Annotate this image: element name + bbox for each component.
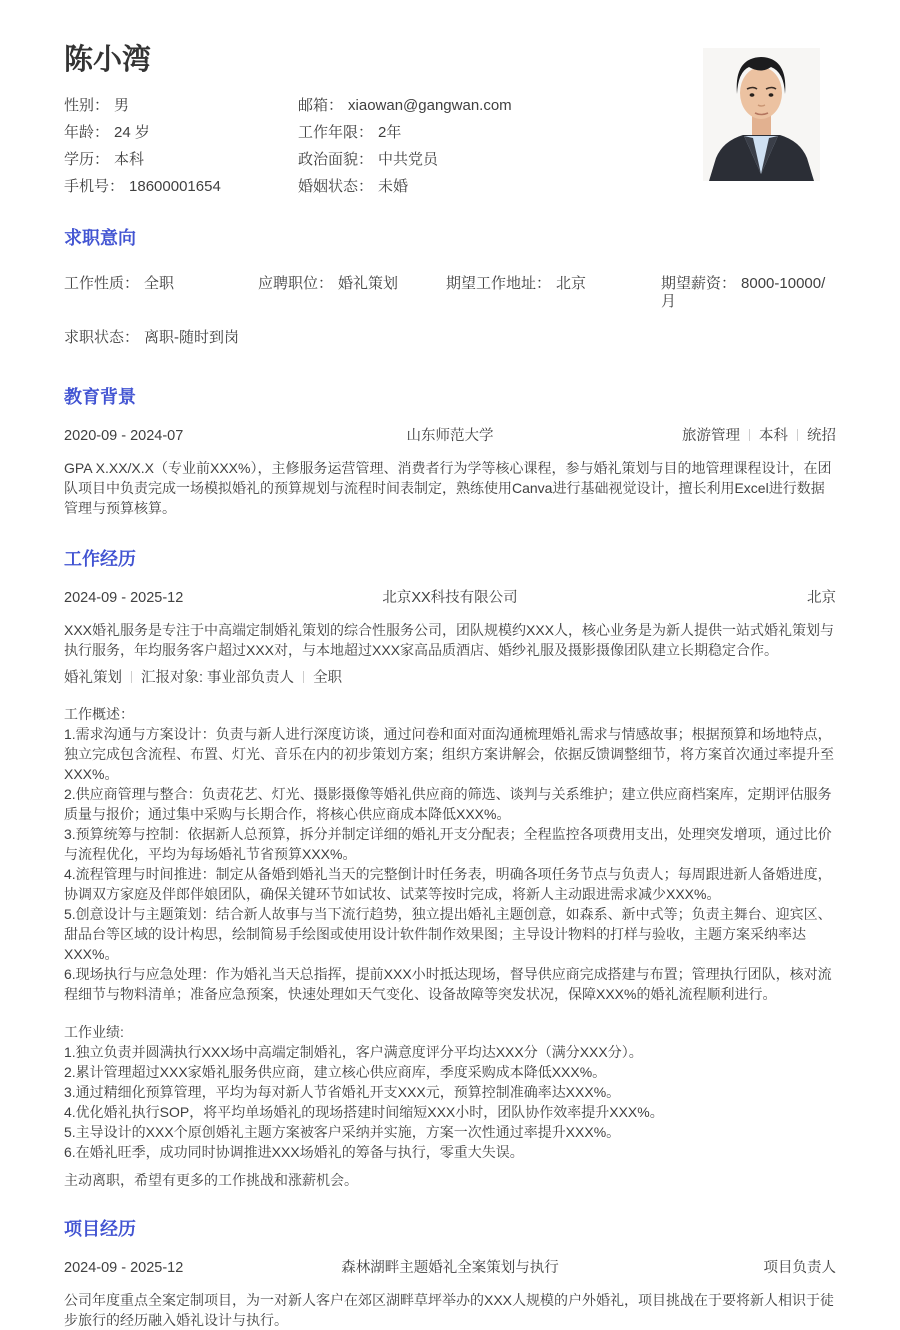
project-role: 项目负责人 — [763, 1260, 836, 1276]
work-achievements — [64, 1022, 836, 1162]
duty-item: 2.供应商管理与整合：负责花艺、灯光、摄影摄像等婚礼供应商的筛选、谈判与关系维护；建立供应商档案库，定期评估服务质量与报价；通过集中采购与长期合作，将核心供应商成本降低XXX%。 — [64, 786, 832, 822]
work-overview — [64, 704, 836, 1004]
section-title-project: 项目经历 — [64, 1219, 136, 1239]
education-period: 2020-09 - 2024-07 — [64, 428, 184, 444]
section-title-education: 教育背景 — [64, 387, 136, 407]
leave-reason: 主动离职，希望有更多的工作挑战和涨薪机会。 — [64, 1172, 358, 1188]
education-qualifiers — [626, 427, 836, 445]
info-education-level: 学历： 本科 — [64, 151, 145, 168]
achievement-item: 1.独立负责并圆满执行XXX场中高端定制婚礼，客户满意度评分平均达XXX分（满分XXX分）。 — [64, 1044, 643, 1060]
profile-photo-illustration — [703, 48, 820, 181]
info-experience-years: 工作年限： 2年 — [298, 124, 402, 141]
divider — [131, 671, 132, 683]
job-intent-row-2 — [64, 329, 836, 347]
profile-photo — [703, 48, 820, 181]
section-title-job-intent: 求职意向 — [64, 228, 136, 248]
info-marital-status: 婚姻状态： 未婚 — [298, 178, 409, 195]
divider — [749, 429, 750, 441]
education-meta-row — [64, 427, 836, 445]
achievement-item: 2.累计管理超过XXX家婚礼服务供应商，建立核心供应商库，季度采购成本降低XXX%。 — [64, 1064, 607, 1080]
achievement-item: 5.主导设计的XXX个原创婚礼主题方案被客户采纳并实施，方案一次性通过率提升XXX%。 — [64, 1124, 621, 1140]
intent-status: 求职状态： 离职-随时到岗 — [64, 329, 240, 346]
work-location: 北京 — [807, 590, 836, 606]
info-age: 年龄： 24 岁 — [64, 124, 150, 141]
info-gender: 性别： 男 — [64, 97, 130, 114]
divider — [797, 429, 798, 441]
project-description: 公司年度重点全案定制项目，为一对新人客户在郊区湖畔草坪举办的XXX人规模的户外婚礼，项目挑战在于要将新人相识于徒步旅行的经历融入婚礼设计与执行。 — [64, 1292, 835, 1328]
work-company: 北京XX科技有限公司 — [382, 590, 518, 606]
education-degree: 本科 — [759, 428, 788, 444]
work-meta-row — [64, 589, 836, 607]
project-meta-row — [64, 1259, 836, 1277]
achievement-item: 3.通过精细化预算管理，平均为每对新人节省婚礼开支XXX元，预算控制准确率达XXX%。 — [64, 1084, 621, 1100]
project-period: 2024-09 - 2025-12 — [64, 1260, 184, 1276]
work-period: 2024-09 - 2025-12 — [64, 590, 184, 606]
info-phone: 手机号： 18600001654 — [64, 178, 221, 195]
duty-item: 6.现场执行与应急处理：作为婚礼当天总指挥，提前XXX小时抵达现场，督导供应商完成搭建与布置；管理执行团队，核对流程细节与物料清单；准备应急预案，快速处理如天气变化、设备故障等突发状况，保障XXX%的婚礼流程顺利进行。 — [64, 966, 832, 1002]
achievement-label: 工作业绩: — [64, 1024, 124, 1040]
duty-item: 4.流程管理与时间推进：制定从备婚到婚礼当天的完整倒计时任务表，明确各项任务节点与负责人；每周跟进新人备婚进度，协调双方家庭及伴郎伴娘团队，确保关键环节如试妆、试菜等按时完成，将新人主动跟进需求减少XXX%。 — [64, 866, 832, 902]
personal-info-grid — [64, 97, 624, 195]
achievement-item: 6.在婚礼旺季，成功同时协调推进XXX场婚礼的筹备与执行，零重大失误。 — [64, 1144, 524, 1160]
duty-item: 3.预算统筹与控制：依据新人总预算，拆分并制定详细的婚礼开支分配表；全程监控各项费用支出，处理突发增项，通过比价与流程优化，平均为每场婚礼节省预算XXX%。 — [64, 826, 832, 862]
education-major: 旅游管理 — [682, 428, 740, 444]
education-description: GPA X.XX/X.X（专业前XXX%），主修服务运营管理、消费者行为学等核心课程，参与婚礼策划与目的地管理课程设计，在团队项目中负责完成一场模拟婚礼的预算规划与流程时间表制定，熟练使用Canva进行基础视觉设计，擅长利用Excel进行数据管理与预算核算。 — [64, 460, 832, 516]
report-to: 汇报对象: 事业部负责人 — [141, 670, 295, 686]
position-title: 婚礼策划 — [64, 670, 122, 686]
intent-work-type: 工作性质： 全职 — [64, 275, 175, 292]
intent-position: 应聘职位： 婚礼策划 — [258, 275, 399, 292]
project-name: 森林湖畔主题婚礼全案策划与执行 — [341, 1260, 559, 1276]
job-intent-row-1 — [64, 275, 836, 311]
education-enroll-type: 统招 — [807, 428, 836, 444]
info-email: 邮箱： xiaowan@gangwan.com — [298, 97, 512, 114]
divider — [303, 671, 304, 683]
company-intro: XXX婚礼服务是专注于中高端定制婚礼策划的综合性服务公司，团队规模约XXX人，核心业务是为新人提供一站式婚礼策划与执行服务，年均服务客户超过XXX对，与本地超过XXX家高品质酒店、婚纱礼服及摄影摄像团队建立长期稳定合作。 — [64, 622, 835, 658]
intent-salary: 期望薪资： 8000-10000/月 — [661, 275, 826, 310]
intent-location: 期望工作地址： 北京 — [446, 275, 587, 292]
info-political-status: 政治面貌： 中共党员 — [298, 151, 439, 168]
candidate-name: 陈小湾 — [64, 44, 152, 76]
duty-item: 5.创意设计与主题策划：结合新人故事与当下流行趋势，独立提出婚礼主题创意，如森系、新中式等；负责主舞台、迎宾区、甜品台等区域的设计构思，绘制简易手绘图或使用设计软件制作效果图；主导设计物料的打样与验收，主题方案采纳率达XXX%。 — [64, 906, 832, 962]
education-school: 山东师范大学 — [406, 428, 494, 444]
section-title-work: 工作经历 — [64, 549, 136, 569]
job-type: 全职 — [313, 670, 343, 686]
achievement-item: 4.优化婚礼执行SOP，将平均单场婚礼的现场搭建时间缩短XXX小时，团队协作效率提升XXX%。 — [64, 1104, 664, 1120]
duty-item: 1.需求沟通与方案设计：负责与新人进行深度访谈，通过问卷和面对面沟通梳理婚礼需求与情感故事；根据预算和场地特点，独立完成包含流程、布置、灯光、音乐在内的初步策划方案；组织方案讲解会，依据反馈调整细节，将方案首次通过率提升至XXX%。 — [64, 726, 834, 782]
work-overview-label: 工作概述： — [64, 706, 134, 722]
position-row — [64, 669, 836, 687]
